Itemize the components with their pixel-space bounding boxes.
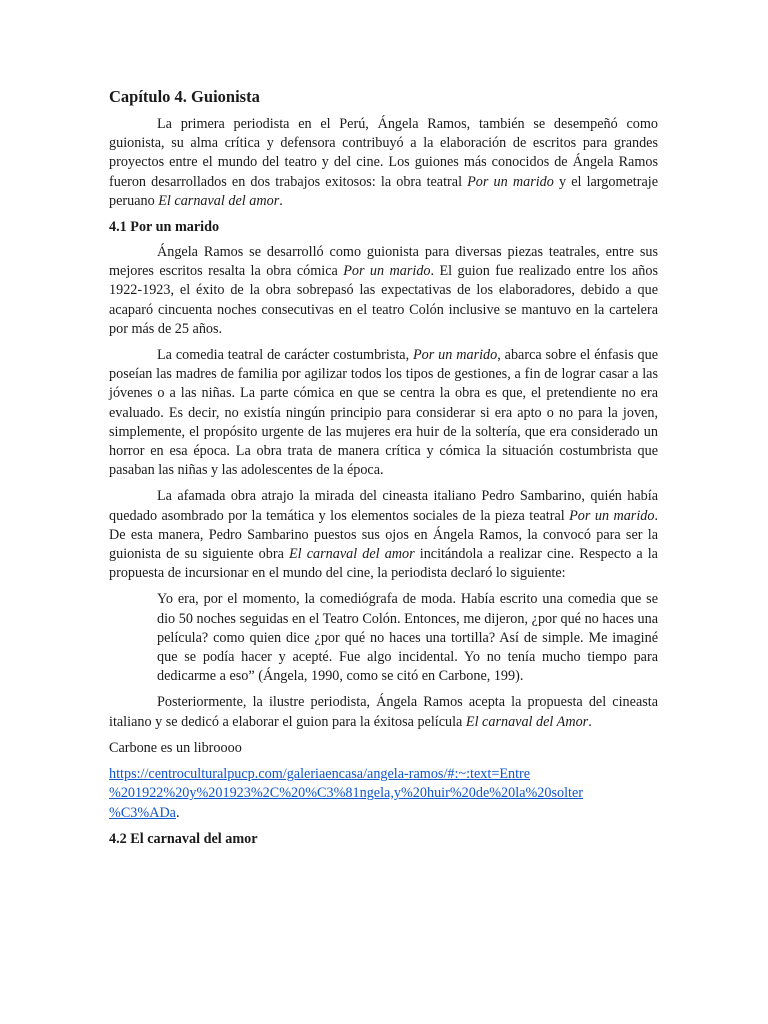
s1p3-italic-2: El carnaval del amor	[289, 546, 415, 563]
intro-italic-2: El carnaval del amor	[158, 192, 280, 209]
section1-paragraph-1	[109, 243, 658, 339]
chapter-title: Capítulo 4. Guionista	[109, 87, 260, 106]
intro-text-3: .	[279, 192, 283, 209]
section-heading-4-1: 4.1 Por un marido	[109, 219, 220, 236]
link-line-3: %C3%ADa	[109, 804, 176, 821]
intro-italic-1: Por un marido	[467, 173, 554, 190]
link-paragraph	[109, 765, 658, 823]
intro-text-2: y el largometraje peruano	[109, 173, 658, 209]
block-quote: Yo era, por el momento, la comediógrafa de moda. Había escrito una comedia que se dio 50 noches seguidas en el Teatro Colón. Entonces, me dijeron, ¿por qué no haces una película? como quien dice ¿por qué no haces una tortilla? Así de simple. Me imaginé que se podía hacer y acepté. Fue algo incidental. Yo no tenía mucho tiempo para dedicarme a eso” (Ángela, 1990, como se citó en Carbone, 199).	[157, 591, 658, 685]
s1p3-text-3: incitándola a realizar cine. Respecto a la propuesta de incursionar en el mundo del cine, la periodista declaró lo siguiente:	[109, 546, 658, 582]
s1p2-text-1: La comedia teatral de carácter costumbrista,	[157, 347, 414, 364]
section1-paragraph-2	[109, 346, 658, 480]
link-line-1: https://centroculturalpucp.com/galeriaencasa/angela-ramos/#:~:text=Entre	[109, 766, 531, 783]
s1p1-text-1: Ángela Ramos se desarrolló como guionista para diversas piezas teatrales, entre sus mejores escritos resalta la obra cómica	[109, 244, 658, 280]
s1p4-text-2: .	[588, 713, 592, 730]
document-page	[109, 86, 658, 855]
link-line-2: %201922%20y%201923%2C%20%C3%81ngela,y%20huir%20de%20la%20solter	[109, 785, 584, 802]
intro-text-1: La primera periodista en el Perú, Ángela Ramos, también se desempeñó como guionista, su alma crítica y defensora contribuyó a la elaboración de escritos para grandes proyectos entre el mundo del teatro y del cine. Los guiones más conocidos de Ángela Ramos fueron desarrollados en dos trabajos exitosos: la obra teatral	[109, 116, 658, 190]
section1-paragraph-4	[109, 693, 658, 731]
link-tail: .	[175, 804, 180, 821]
note-paragraph: Carbone es un libroooo	[109, 739, 242, 756]
s1p1-italic-1: Por un marido	[343, 263, 431, 280]
s1p1-text-2: . El guion fue realizado entre los años 1922-1923, el éxito de la obra sobrepasó las expectativas de los elaboradores, debido a que acaparó cincuenta noches consecutivas en el teatro Colón inclusive se mantuvo en la cartelera por más de 25 años.	[109, 263, 658, 337]
intro-paragraph	[109, 115, 658, 211]
s1p4-italic-1: El carnaval del Amor	[465, 713, 589, 730]
s1p2-italic-1: Por un marido	[413, 347, 498, 364]
s1p3-text-1: La afamada obra atrajo la mirada del cineasta italiano Pedro Sambarino, quién había quedado asombrado por la temática y los elementos sociales de la pieza teatral	[109, 488, 658, 524]
s1p3-italic-1: Por un marido	[569, 507, 655, 524]
s1p2-text-2: , abarca sobre el énfasis que poseían las madres de familia por agilizar todos los tipos de gestiones, a fin de lograr casar a las jóvenes o a las niñas. La parte cómica en que se centra la obra es que, el pretendiente no era evaluado. Es decir, no existía ningún principio para considerar si era apto o no para la joven, simplemente, el propósito urgente de las mujeres era huir de la soltería, que era considerado un horror en esa época. La obra trata de manera crítica y cómica la situación costumbrista que pasaban las niñas y las adolescentes de la época.	[109, 347, 659, 479]
reference-link[interactable]	[109, 765, 658, 820]
s1p3-text-2: . De esta manera, Pedro Sambarino puestos sus ojos en Ángela Ramos, la convocó para ser la guionista de su siguiente obra	[109, 507, 658, 563]
s1p4-text-1: Posteriormente, la ilustre periodista, Ángela Ramos acepta la propuesta del cineasta italiano y se dedicó a elaborar el guion para la éxitosa película	[109, 694, 658, 730]
section-heading-4-2: 4.2 El carnaval del amor	[109, 830, 258, 847]
section1-paragraph-3	[109, 487, 658, 583]
